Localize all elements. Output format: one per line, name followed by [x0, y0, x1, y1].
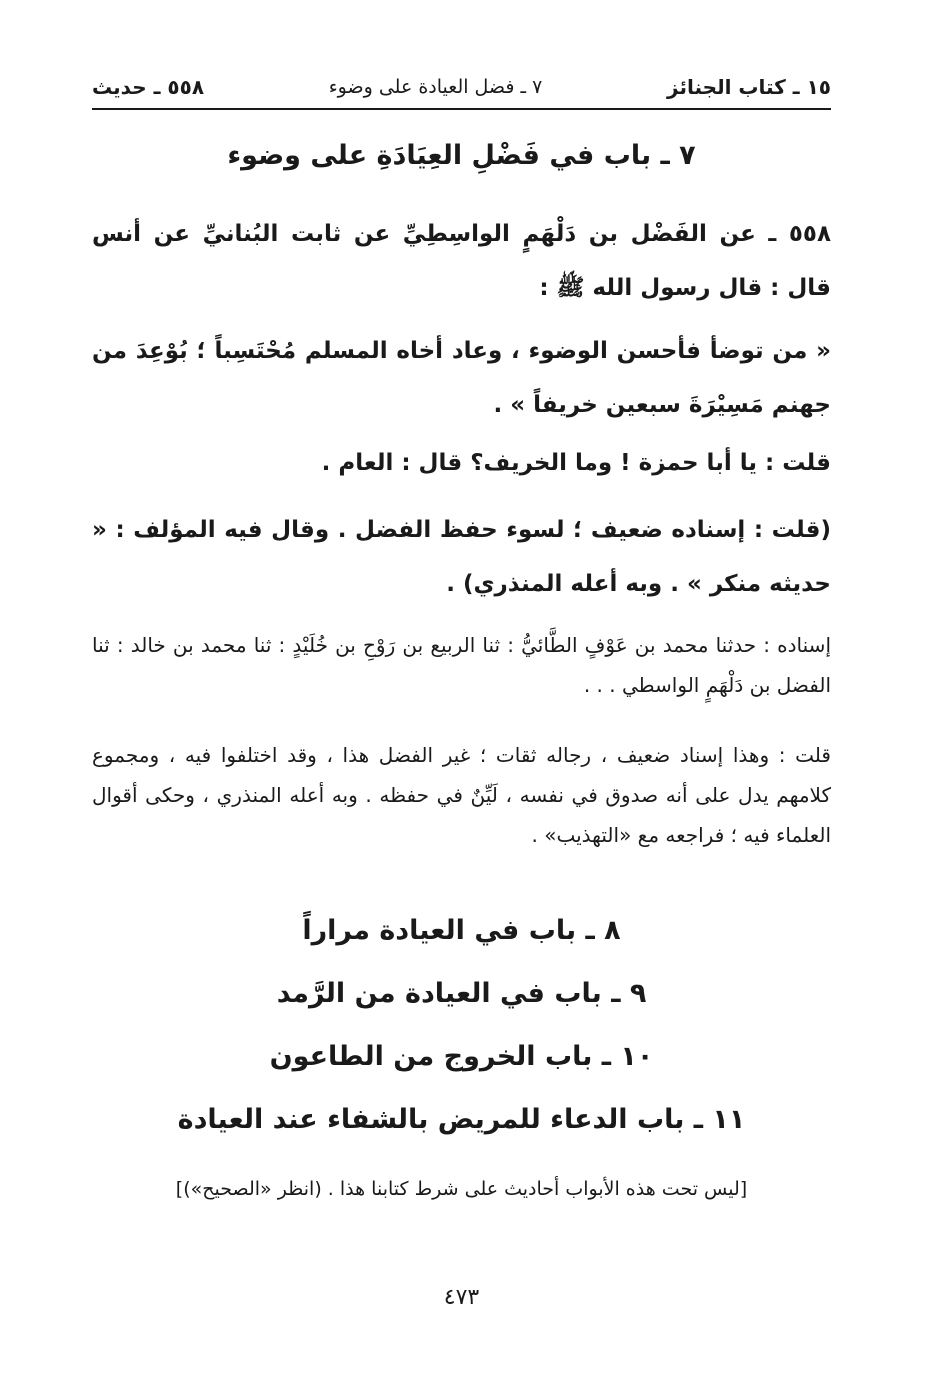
header-chapter-title: ٧ ـ فضل العيادة على وضوء — [328, 76, 543, 98]
header-rule — [92, 108, 831, 110]
chapter-8-title: ٨ ـ باب في العيادة مراراً — [302, 915, 621, 946]
book-page — [92, 0, 831, 1374]
chapter-7-title: ٧ ـ باب في فَضْلِ العِيَادَةِ على وضوء — [227, 140, 696, 171]
footer-note: [ليس تحت هذه الأبواب أحاديث على شرط كتابنا هذا . (انظر «الصحيح»)] — [175, 1178, 748, 1200]
chapter-9-title: ٩ ـ باب في العيادة من الرَّمد — [276, 978, 647, 1009]
hadith-matn: « من توضأ فأحسن الوضوء ، وعاد أخاه المسلم مُحْتَسِباً ؛ بُوْعِدَ من جهنم مَسِيْرَةَ سبعين خريفاً » . — [92, 338, 831, 418]
hadith-question: قلت : يا أبا حمزة ! وما الخريف؟ قال : العام . — [321, 450, 831, 476]
commentary: قلت : وهذا إسناد ضعيف ، رجاله ثقات ؛ غير الفضل هذا ، وقد اختلفوا فيه ، ومجموع كلامهم يدل على أنه صدوق في نفسه ، لَيِّنٌ في حفظه . وبه أعله المنذري ، وحكى أقوال العلماء فيه ؛ فراجعه مع «التهذيب» . — [92, 743, 831, 847]
header-book-title: ١٥ ـ كتاب الجنائز — [667, 75, 831, 99]
isnad-note: إسناده : حدثنا محمد بن عَوْفٍ الطَّائيُّ : ثنا الربيع بن رَوْحِ بن خُلَيْدٍ : ثنا محمد بن خالد : ثنا الفضل بن دَلْهَمٍ الواسطي . . . — [92, 633, 831, 697]
header-hadith-number: ٥٥٨ ـ حديث — [92, 75, 205, 99]
chapter-11-title: ١١ ـ باب الدعاء للمريض بالشفاء عند العيادة — [177, 1104, 746, 1135]
hadith-verdict: (قلت : إسناده ضعيف ؛ لسوء حفظ الفضل . وقال فيه المؤلف : « حديثه منكر » . وبه أعله المنذري) . — [92, 517, 831, 597]
chapter-10-title: ١٠ ـ باب الخروج من الطاعون — [269, 1041, 654, 1072]
running-header — [92, 70, 831, 104]
page-number: ٤٧٣ — [443, 1285, 480, 1310]
hadith-isnad: ٥٥٨ ـ عن الفَضْل بن دَلْهَمٍ الواسِطِيِّ عن ثابت البُنانيِّ عن أنس قال : قال رسول الله ﷺ : — [92, 221, 831, 301]
